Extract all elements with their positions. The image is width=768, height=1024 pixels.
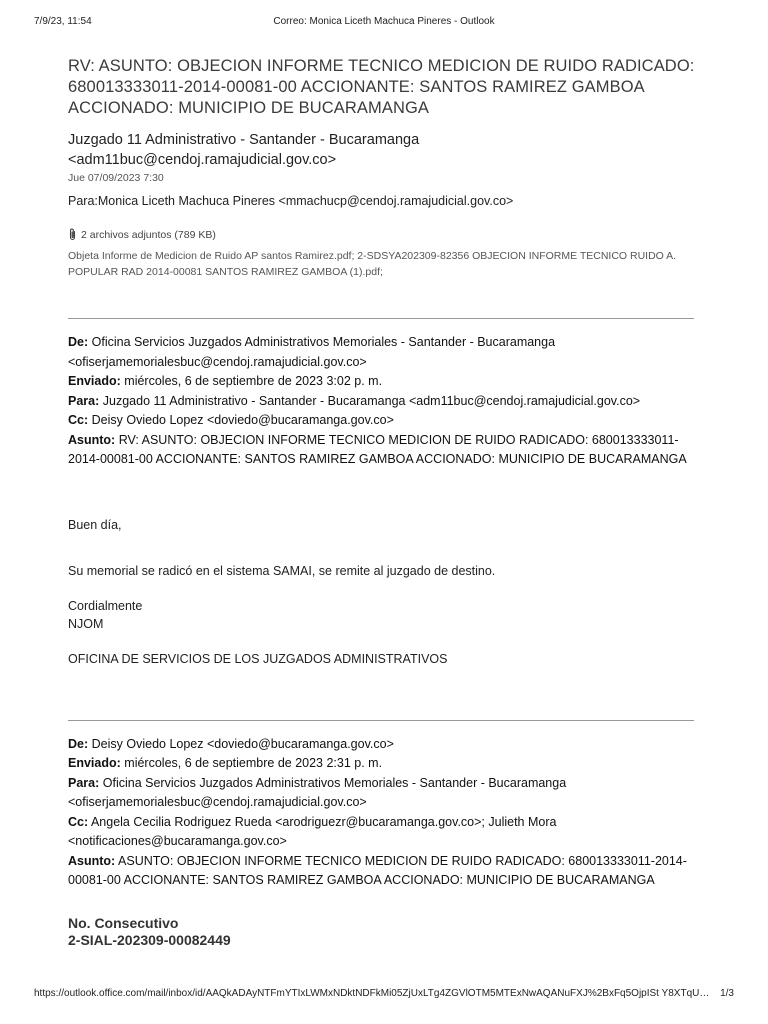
forward-header-1 <box>68 333 708 470</box>
email-sender[interactable] <box>68 130 708 170</box>
print-url: https://outlook.office.com/mail/inbox/id/AAQkADAyNTFmYTIxLWMxNDktNDFkMi05ZjUxLTg4ZGVlOTM5MTExNwAQANuFXJ%2BxFq5OjpISt Y8XTqU… <box>34 988 710 999</box>
cc-continuation: <notificaciones@bucaramanga.gov.co> <box>68 834 287 848</box>
cc-label: Cc: <box>68 413 89 427</box>
attachments-count: 2 archivos adjuntos (789 KB) <box>81 228 216 241</box>
sender-name: Juzgado 11 Administrativo - Santander - Bucaramanga <box>68 132 420 148</box>
signature <box>68 597 708 633</box>
email-content <box>68 56 708 949</box>
print-title: Correo: Monica Liceth Machuca Pineres - Outlook <box>273 16 495 27</box>
subject-label: Asunto: <box>68 853 116 868</box>
paperclip-icon <box>68 228 77 241</box>
print-date: 7/9/23, 11:54 <box>34 16 92 27</box>
print-header <box>34 16 734 32</box>
greeting: Buen día, <box>68 517 122 532</box>
email-recipient: Para:Monica Liceth Machuca Pineres <mmachucp@cendoj.ramajudicial.gov.co> <box>68 194 514 208</box>
sender-email: <adm11buc@cendoj.ramajudicial.gov.co> <box>68 152 337 168</box>
to-email: <ofiserjamemorialesbuc@cendoj.ramajudicial.gov.co> <box>68 795 367 809</box>
from-value: Oficina Servicios Juzgados Administrativos Memoriales - Santander - Bucaramanga <box>91 335 556 349</box>
cc-label: Cc: <box>68 814 89 829</box>
subject-value: RV: ASUNTO: OBJECION INFORME TECNICO MEDICION DE RUIDO RADICADO: 680013333011-2014-00081-00 ACCIONANTE: SANTOS RAMIREZ GAMBOA ACCIONADO: MUNICIPIO DE BUCARAMANGA <box>68 432 687 466</box>
email-subject: RV: ASUNTO: OBJECION INFORME TECNICO MEDICION DE RUIDO RADICADO: 680013333011-2014-00081-00 ACCIONANTE: SANTOS RAMIREZ GAMBOA ACCIONADO: MUNICIPIO DE BUCARAMANGA <box>68 57 695 117</box>
sent-label: Enviado: <box>68 756 121 770</box>
attachments-files[interactable]: Objeta Informe de Medicion de Ruido AP santos Ramirez.pdf; 2-SDSYA202309-82356 OBJECION INFORME TECNICO RUIDO A. POPULAR RAD 2014-00081 SANTOS RAMIREZ GAMBOA (1).pdf; <box>68 250 677 278</box>
subject-value: ASUNTO: OBJECION INFORME TECNICO MEDICION DE RUIDO RADICADO: 680013333011-2014-00081-00 ACCIONANTE: SANTOS RAMIREZ GAMBOA ACCIONADO: MUNICIPIO DE BUCARAMANGA <box>68 853 687 887</box>
print-footer <box>34 988 734 1002</box>
office-name: OFICINA DE SERVICIOS DE LOS JUZGADOS ADMINISTRATIVOS <box>68 651 448 666</box>
consecutive-number <box>68 915 708 949</box>
separator <box>68 318 694 319</box>
email-date: Jue 07/09/2023 7:30 <box>68 172 164 184</box>
separator <box>68 720 694 721</box>
consecutive-value: 2-SIAL-202309-00082449 <box>68 931 231 948</box>
attachments-summary[interactable] <box>68 228 708 241</box>
subject-label: Asunto: <box>68 432 116 447</box>
consecutive-label: No. Consecutivo <box>68 914 179 931</box>
cc-value: Angela Cecilia Rodriguez Rueda <arodriguezr@bucaramanga.gov.co>; Julieth Mora <box>90 814 557 829</box>
sent-value: miércoles, 6 de septiembre de 2023 3:02 p. m. <box>124 374 383 388</box>
closing: Cordialmente <box>68 598 143 613</box>
to-label: Para: <box>68 775 100 790</box>
sent-value: miércoles, 6 de septiembre de 2023 2:31 p. m. <box>124 756 383 770</box>
forward-header-2 <box>68 735 708 891</box>
cc-value: Deisy Oviedo Lopez <doviedo@bucaramanga.gov.co> <box>91 413 394 427</box>
to-label: Para: <box>68 393 100 408</box>
initials: NJOM <box>68 616 104 631</box>
sent-label: Enviado: <box>68 374 121 388</box>
to-value: Juzgado 11 Administrativo - Santander - Bucaramanga <adm11buc@cendoj.ramajudicial.gov.co> <box>102 393 641 408</box>
from-email: <ofiserjamemorialesbuc@cendoj.ramajudicial.gov.co> <box>68 354 367 369</box>
page-number: 1/3 <box>720 988 734 999</box>
from-value: Deisy Oviedo Lopez <doviedo@bucaramanga.gov.co> <box>91 736 394 751</box>
to-value: Oficina Servicios Juzgados Administrativos Memoriales - Santander - Bucaramanga <box>102 775 567 790</box>
from-label: De: <box>68 335 89 349</box>
from-label: De: <box>68 736 89 751</box>
message: Su memorial se radicó en el sistema SAMAI, se remite al juzgado de destino. <box>68 563 496 578</box>
